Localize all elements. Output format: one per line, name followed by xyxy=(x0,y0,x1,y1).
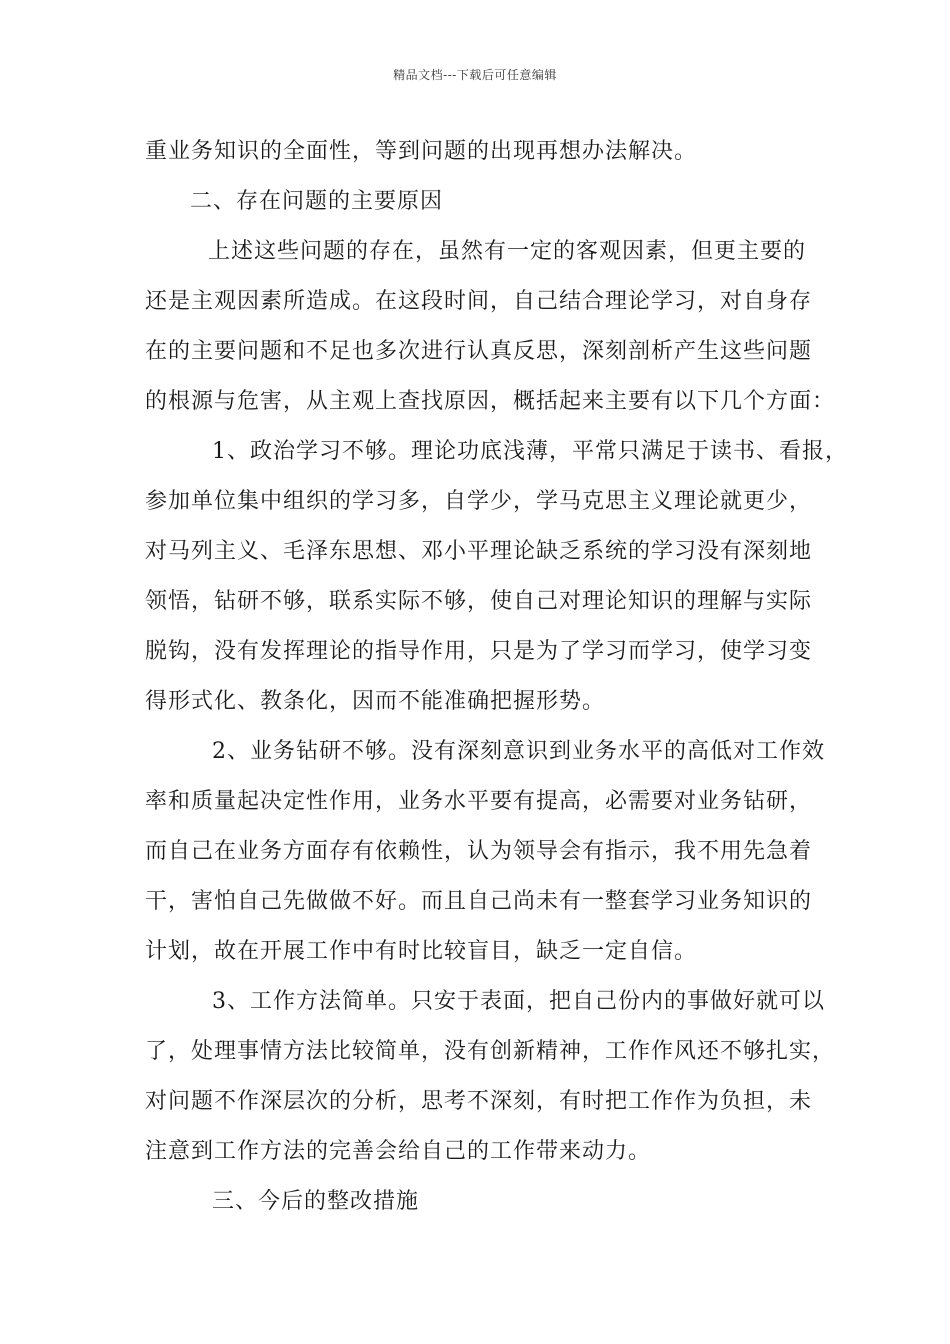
text-line: 率和质量起决定性作用，业务水平要有提高，必需要对业务钻研， xyxy=(145,789,813,814)
text-line: 1、政治学习不够。理论功底浅薄，平常只满足于读书、看报， xyxy=(212,439,848,464)
text-line: 领悟，钻研不够，联系实际不够，使自己对理论知识的理解与实际 xyxy=(145,589,813,614)
section-heading: 二、存在问题的主要原因 xyxy=(190,189,444,214)
text-line: 了，处理事情方法比较简单，没有创新精神，工作作风还不够扎实， xyxy=(145,1039,836,1064)
text-line: 参加单位集中组织的学习多，自学少，学马克思主义理论就更少， xyxy=(145,489,813,514)
text-line: 还是主观因素所造成。在这段时间，自己结合理论学习，对自身存 xyxy=(145,289,813,314)
section-heading: 三、今后的整改措施 xyxy=(212,1189,420,1214)
text-line: 2、业务钻研不够。没有深刻意识到业务水平的高低对工作效 xyxy=(212,739,825,764)
text-line: 上述这些问题的存在，虽然有一定的客观因素，但更主要的 xyxy=(208,239,807,264)
text-line: 干，害怕自己先做做不好。而且自己尚未有一整套学习业务知识的 xyxy=(145,889,813,914)
text-line: 注意到工作方法的完善会给自己的工作带来动力。 xyxy=(145,1139,652,1164)
text-line: 的根源与危害，从主观上查找原因，概括起来主要有以下几个方面： xyxy=(145,389,836,414)
text-line: 而自己在业务方面存有依赖性，认为领导会有指示，我不用先急着 xyxy=(145,839,813,864)
text-line: 3、工作方法简单。只安于表面，把自己份内的事做好就可以 xyxy=(212,989,825,1014)
text-line: 对马列主义、毛泽东思想、邓小平理论缺乏系统的学习没有深刻地 xyxy=(145,539,813,564)
text-line: 在的主要问题和不足也多次进行认真反思，深刻剖析产生这些问题 xyxy=(145,339,813,364)
text-line: 得形式化、教条化，因而不能准确把握形势。 xyxy=(145,689,606,714)
text-line: 重业务知识的全面性，等到问题的出现再想办法解决。 xyxy=(145,139,698,164)
text-line: 脱钩，没有发挥理论的指导作用，只是为了学习而学习，使学习变 xyxy=(145,639,813,664)
page-header: 精品文档---下载后可任意编辑 xyxy=(393,68,557,82)
text-line: 计划，故在开展工作中有时比较盲目，缺乏一定自信。 xyxy=(145,939,698,964)
text-line: 对问题不作深层次的分析，思考不深刻，有时把工作作为负担，未 xyxy=(145,1089,813,1114)
